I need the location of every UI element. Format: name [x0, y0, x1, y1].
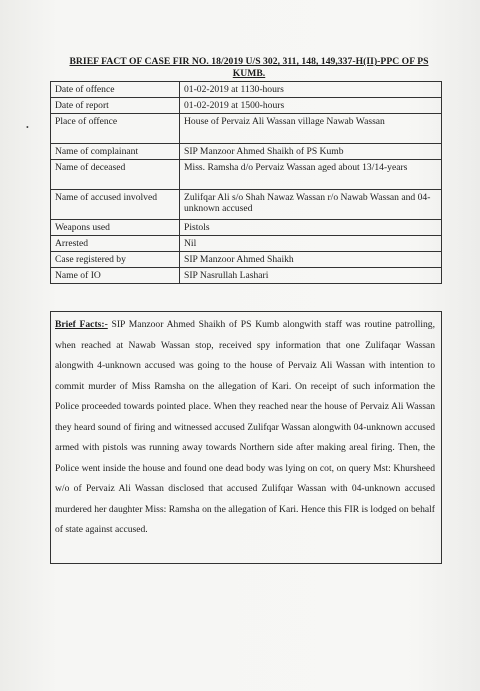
brief-facts-box — [50, 311, 442, 564]
row-label: Name of complainant — [51, 144, 180, 160]
row-value: SIP Nasrullah Lashari — [180, 268, 442, 284]
row-value: Zulifqar Ali s/o Shah Nawaz Wassan r/o Nawab Wassan and 04-unknown accused — [180, 190, 442, 220]
document-title: BRIEF FACT OF CASE FIR NO. 18/2019 U/S 302, 311, 148, 149,337-H(II)-PPC OF PS KUMB. — [69, 56, 429, 79]
table-row — [51, 144, 442, 160]
table-row — [51, 236, 442, 252]
row-value: SIP Manzoor Ahmed Shaikh of PS Kumb — [180, 144, 442, 160]
table-row — [51, 252, 442, 268]
row-value: Nil — [180, 236, 442, 252]
row-label: Date of offence — [51, 82, 180, 98]
row-label: Place of offence — [51, 114, 180, 144]
brief-facts-paragraph — [55, 315, 435, 541]
row-value: SIP Manzoor Ahmed Shaikh — [180, 252, 442, 268]
row-label: Case registered by — [51, 252, 180, 268]
brief-facts-label: Brief Facts:- — [55, 319, 108, 330]
table-row — [51, 98, 442, 114]
row-value: 01-02-2019 at 1500-hours — [180, 98, 442, 114]
row-label: Date of report — [51, 98, 180, 114]
table-row — [51, 82, 442, 98]
margin-mark: • — [26, 123, 29, 132]
row-label: Name of IO — [51, 268, 180, 284]
brief-facts-text: SIP Manzoor Ahmed Shaikh of PS Kumb alongwith staff was routine patrolling, when reached at Nawab Wassan stop, received spy information that one Zulifaqar Wassan alongwith 4-unknown accused was going to the house of Pervaiz Ali Wassan with intention to commit murder of Miss Ramsha on the allegation of Kari. On receipt of such information the Police proceeded towards pointed place. When they reached near the house of Pervaiz Ali Wassan they heard sound of firing and witnessed accused Zulifqar Wassan alongwith 04-unknown accused armed with pistols was running away towards Northern side after making areal firing. Then, the Police went inside the house and found one dead body was lying on cot, on query Mst: Khursheed w/o of Pervaiz Ali Wassan disclosed that accused Zulifqar Wassan with 04-unknown accused murdered her daughter Miss: Ramsha on the allegation of Kari. Hence this FIR is lodged on behalf of state against accused. — [55, 319, 435, 535]
row-label: Name of accused involved — [51, 190, 180, 220]
row-label: Arrested — [51, 236, 180, 252]
table-row — [51, 268, 442, 284]
row-label: Weapons used — [51, 220, 180, 236]
row-label: Name of deceased — [51, 160, 180, 190]
table-row — [51, 160, 442, 190]
case-info-table — [50, 81, 442, 284]
row-value: Pistols — [180, 220, 442, 236]
row-value: House of Pervaiz Ali Wassan village Nawab Wassan — [180, 114, 442, 144]
row-value: Miss. Ramsha d/o Pervaiz Wassan aged about 13/14-years — [180, 160, 442, 190]
table-row — [51, 220, 442, 236]
table-row — [51, 190, 442, 220]
table-row — [51, 114, 442, 144]
row-value: 01-02-2019 at 1130-hours — [180, 82, 442, 98]
